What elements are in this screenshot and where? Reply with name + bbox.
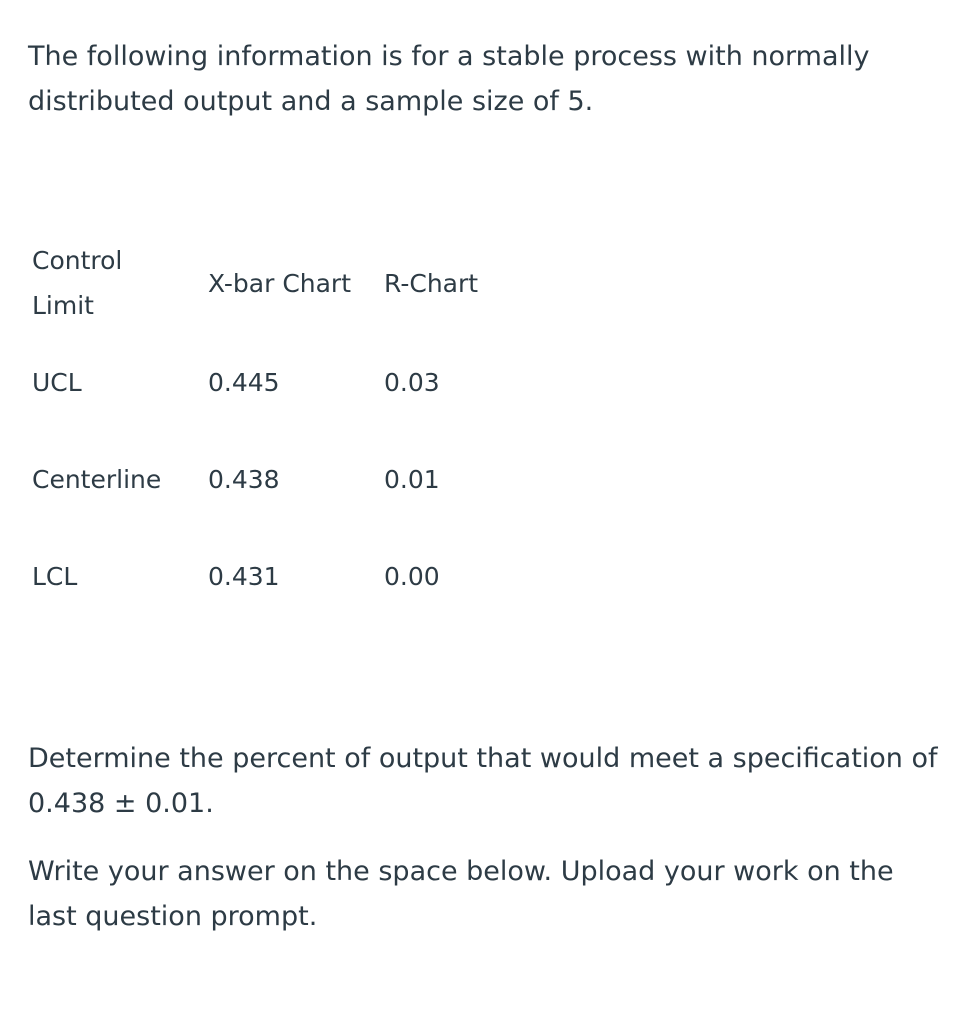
intro-text: The following information is for a stable process with normally distributed output and a sample size of 5.: [28, 41, 870, 117]
xbar-value: 0.438: [208, 465, 280, 494]
xbar-value: 0.431: [208, 562, 280, 591]
r-value: 0.01: [384, 465, 440, 494]
table-row: [24, 334, 512, 431]
xbar-value: 0.445: [208, 368, 280, 397]
r-value: 0.00: [384, 562, 440, 591]
table-row: [24, 431, 512, 528]
row-label: Centerline: [32, 465, 162, 494]
question-text: Determine the percent of output that would meet a specification of 0.438 ± 0.01.: [28, 743, 938, 819]
header-r-chart: R-Chart: [384, 268, 479, 298]
control-limits-table: [24, 232, 512, 625]
instruction-text: Write your answer on the space below. Upload your work on the last question prompt.: [28, 856, 894, 932]
r-value: 0.03: [384, 368, 440, 397]
row-label: LCL: [32, 562, 78, 591]
header-xbar-chart: X-bar Chart: [208, 268, 352, 298]
row-label: UCL: [32, 368, 82, 397]
header-control-limit: Control Limit: [32, 246, 123, 320]
table-row: [24, 528, 512, 625]
table-header-row: [24, 232, 512, 334]
